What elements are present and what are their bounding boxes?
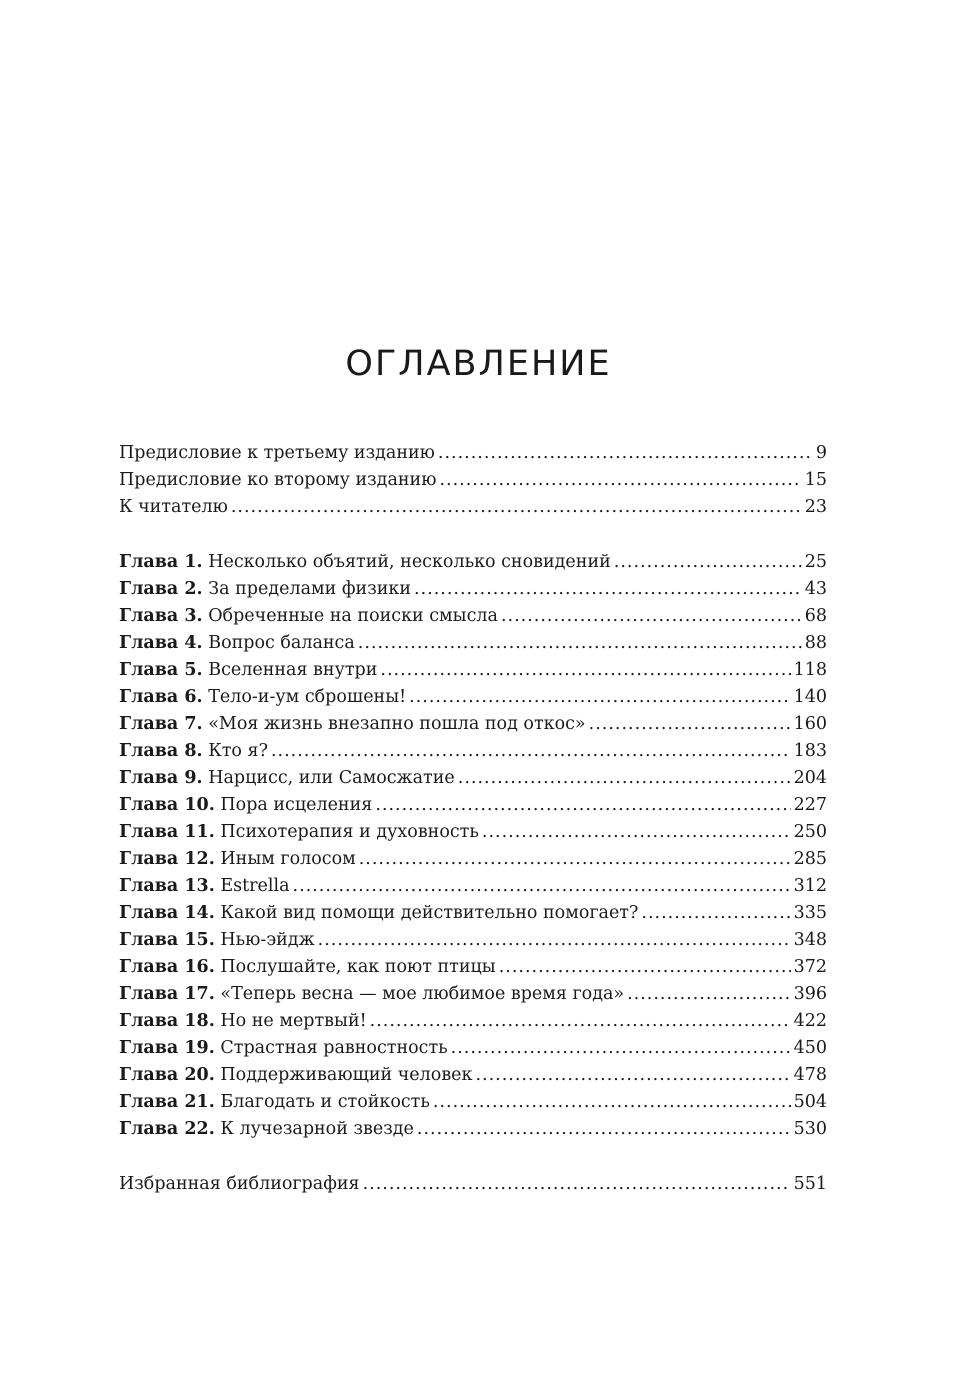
toc-chapter-entry[interactable] [119,846,827,873]
dot-leader [641,900,790,927]
toc-chapter-entry[interactable] [119,1116,827,1143]
page-number: 530 [793,1119,827,1139]
toc-chapter-entry[interactable] [119,792,827,819]
entry-title [119,1062,472,1089]
toc-chapter-entry[interactable] [119,900,827,927]
toc-chapter-entry[interactable] [119,1008,827,1035]
chapter-title: Послушайте, как поют птицы [220,957,496,977]
chapter-title: Estrella [220,876,290,896]
toc-chapters [119,549,827,1143]
dot-leader [370,1008,791,1035]
page-number: 183 [793,741,827,761]
toc-chapter-entry[interactable] [119,549,827,576]
entry-title [119,549,611,576]
dot-leader [475,1062,790,1089]
toc-chapter-entry[interactable] [119,576,827,603]
entry-title [119,576,411,603]
dot-leader [359,846,791,873]
entry-title [119,819,479,846]
dot-leader [589,711,791,738]
entry-title [119,1089,430,1116]
entry-title [119,711,586,738]
toc-chapter-entry[interactable] [119,873,827,900]
chapter-title: Обреченные на поиски смысла [208,606,498,626]
chapter-title: Благодать и стойкость [220,1092,430,1112]
dot-leader [293,873,791,900]
chapter-label: Глава 13. [119,876,215,896]
dot-leader [231,494,802,521]
chapter-title: Поддерживающий человек [220,1065,473,1085]
entry-title [119,1035,448,1062]
chapter-title: «Теперь весна — мое любимое время года» [220,984,625,1004]
page-number: 227 [793,795,827,815]
page-number: 422 [793,1011,827,1031]
toc-chapter-entry[interactable] [119,1035,827,1062]
chapter-title: Пора исцеления [220,795,373,815]
page-number: 312 [793,876,827,896]
chapter-title: Несколько объятий, несколько сновидений [208,552,611,572]
dot-leader [414,576,802,603]
page-number: 396 [793,984,827,1004]
page-number: 204 [793,768,827,788]
chapter-label: Глава 21. [119,1092,215,1112]
chapter-label: Глава 16. [119,957,215,977]
toc-chapter-entry[interactable] [119,657,827,684]
chapter-title: Кто я? [208,741,268,761]
entry-title [119,684,406,711]
chapter-label: Глава 19. [119,1038,215,1058]
page-number: 68 [804,606,827,626]
dot-leader [501,603,802,630]
chapter-label: Глава 1. [119,552,203,572]
chapter-label: Глава 4. [119,633,203,653]
dot-leader [409,684,790,711]
entry-title [119,603,498,630]
entry-title [119,900,638,927]
dot-leader [451,1035,791,1062]
dot-leader [438,440,813,467]
chapter-label: Глава 10. [119,795,215,815]
dot-leader [375,792,790,819]
chapter-label: Глава 5. [119,660,203,680]
entry-title [119,846,356,873]
page-number: 551 [793,1174,827,1194]
chapter-label: Глава 3. [119,606,203,626]
toc-chapter-entry[interactable] [119,765,827,792]
entry-title [119,738,268,765]
toc-front-matter [119,440,827,521]
chapter-title: Страстная равностность [220,1038,448,1058]
chapter-title: Вопрос баланса [208,633,355,653]
entry-title [119,1116,414,1143]
page-number: 250 [793,822,827,842]
toc-chapter-entry[interactable] [119,711,827,738]
dot-leader [499,954,791,981]
toc-chapter-entry[interactable] [119,981,827,1008]
dot-leader [271,738,791,765]
entry-title [119,630,355,657]
entry-title [119,873,290,900]
entry-title [119,981,624,1008]
toc-entry[interactable] [119,467,827,494]
page-number: 118 [793,660,827,680]
chapter-title: Вселенная внутри [208,660,378,680]
chapter-title: К лучезарной звезде [220,1119,414,1139]
page-number: 9 [815,443,827,463]
chapter-label: Глава 14. [119,903,215,923]
page-number: 348 [793,930,827,950]
dot-leader [380,657,790,684]
entry-title [119,792,372,819]
chapter-title: «Моя жизнь внезапно пошла под откос» [208,714,586,734]
page-number: 335 [793,903,827,923]
page-number: 478 [793,1065,827,1085]
page-number: 504 [793,1092,827,1112]
page-number: 43 [804,579,827,599]
entry-title [119,927,315,954]
chapter-label: Глава 8. [119,741,203,761]
toc-chapter-entry[interactable] [119,1062,827,1089]
chapter-title: За пределами физики [208,579,412,599]
page-number: 372 [793,957,827,977]
page-number: 450 [793,1038,827,1058]
dot-leader [482,819,791,846]
page-number: 285 [793,849,827,869]
toc-back-matter [119,1171,827,1198]
dot-leader [363,1171,791,1198]
dot-leader [318,927,791,954]
page-number: 15 [804,470,827,490]
toc-chapter-entry[interactable] [119,927,827,954]
dot-leader [433,1089,791,1116]
page-number: 160 [793,714,827,734]
toc-chapter-entry[interactable] [119,603,827,630]
page-number: 88 [804,633,827,653]
chapter-label: Глава 20. [119,1065,215,1085]
dot-leader [614,549,802,576]
toc-entry[interactable] [119,440,827,467]
page-number: 140 [793,687,827,707]
entry-title: Предисловие к третьему изданию [119,443,435,463]
dot-leader [417,1116,791,1143]
chapter-title: Иным голосом [220,849,356,869]
chapter-label: Глава 9. [119,768,203,788]
chapter-label: Глава 12. [119,849,215,869]
dot-leader [627,981,790,1008]
chapter-label: Глава 6. [119,687,203,707]
chapter-title: Нью-эйдж [220,930,315,950]
chapter-label: Глава 18. [119,1011,215,1031]
chapter-label: Глава 15. [119,930,215,950]
entry-title: К читателю [119,497,228,517]
toc-chapter-entry[interactable] [119,819,827,846]
chapter-label: Глава 7. [119,714,203,734]
toc-chapter-entry[interactable] [119,738,827,765]
entry-title [119,765,455,792]
chapter-label: Глава 17. [119,984,215,1004]
chapter-title: Психотерапия и духовность [220,822,479,842]
chapter-title: Тело-и-ум сброшены! [208,687,407,707]
chapter-title: Какой вид помощи действительно помогает? [220,903,639,923]
dot-leader [358,630,802,657]
chapter-title: Но не мертвый! [220,1011,367,1031]
entry-title [119,1008,367,1035]
chapter-title: Нарцисс, или Самосжатие [208,768,455,788]
entry-title: Предисловие ко второму изданию [119,470,437,490]
toc-chapter-entry[interactable] [119,684,827,711]
toc-chapter-entry[interactable] [119,954,827,981]
entry-title [119,954,496,981]
chapter-label: Глава 2. [119,579,203,599]
toc-chapter-entry[interactable] [119,630,827,657]
toc-entry[interactable] [119,494,827,521]
chapter-label: Глава 11. [119,822,215,842]
toc-chapter-entry[interactable] [119,1089,827,1116]
page-title: ОГЛАВЛЕНИЕ [345,344,612,384]
page-number: 23 [804,497,827,517]
dot-leader [439,467,801,494]
toc-entry[interactable] [119,1171,827,1198]
entry-title [119,657,377,684]
dot-leader [458,765,791,792]
entry-title: Избранная библиография [119,1174,360,1194]
page-number: 25 [804,552,827,572]
chapter-label: Глава 22. [119,1119,215,1139]
